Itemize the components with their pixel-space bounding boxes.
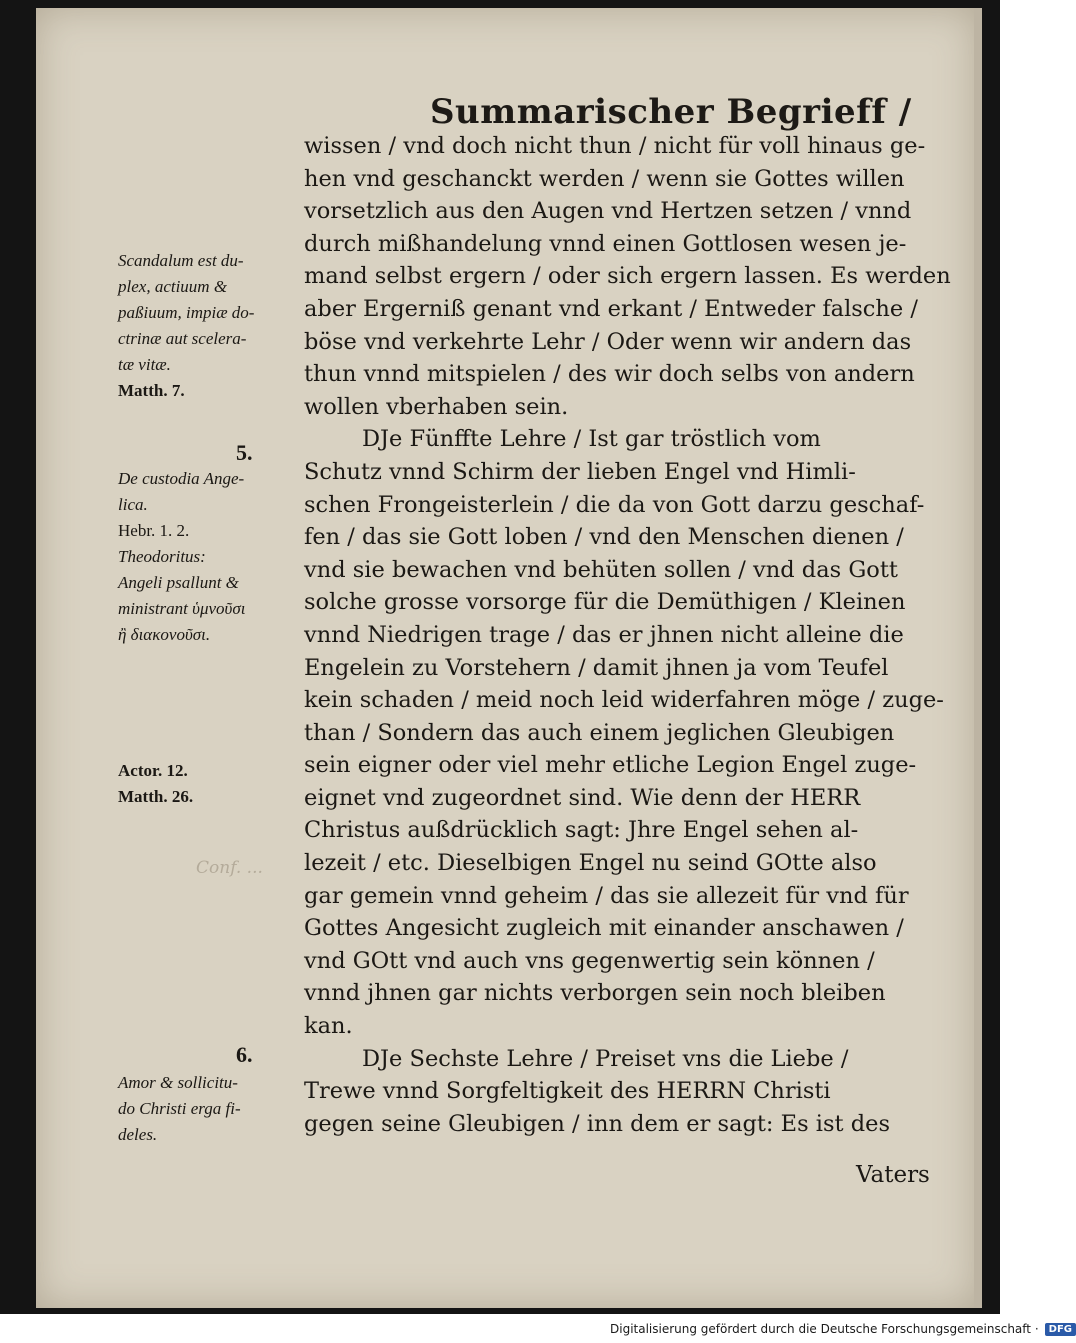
text-line: schen Frongeisterlein / die da von Gott darzu geschaf- bbox=[304, 491, 925, 518]
text-line: vnnd jhnen gar nichts verborgen sein noch bleiben bbox=[304, 980, 886, 1007]
text-line: solche grosse vorsorge für die Demüthigen / Kleinen bbox=[304, 589, 906, 616]
text-line: Christus außdrücklich sagt: Jhre Engel sehen al- bbox=[304, 817, 859, 844]
margin-note-line: deles. bbox=[118, 1125, 158, 1144]
margin-note-line: De custodia Ange- bbox=[118, 469, 245, 488]
text-line: vnnd Niedrigen trage / das er jhnen nicht alleine die bbox=[304, 621, 904, 648]
text-line: kein schaden / meid noch leid widerfahren möge / zuge- bbox=[304, 687, 944, 714]
text-line: Trewe vnnd Sorgfeltigkeit des HERRN Christi bbox=[304, 1078, 831, 1105]
bleed-through-text: Conf. ... bbox=[196, 858, 263, 878]
text-line: gegen seine Gleubigen / inn dem er sagt: Es ist des bbox=[304, 1110, 890, 1137]
running-header: Summarischer Begrieff / bbox=[430, 92, 912, 132]
text-line: Gottes Angesicht zugleich mit einander anschawen / bbox=[304, 915, 904, 942]
section-numeral-5: 5. bbox=[236, 440, 253, 465]
text-line: lezeit / etc. Dieselbigen Engel nu seind GOtte also bbox=[304, 850, 877, 877]
text-line: than / Sondern das auch einem jeglichen Gleubigen bbox=[304, 719, 895, 746]
text-line: wollen vberhaben sein. bbox=[304, 393, 569, 420]
catchword: Vaters bbox=[856, 1162, 930, 1188]
section-heading-line: DJe Sechste Lehre / Preiset vns die Liebe / bbox=[362, 1045, 849, 1072]
margin-note-line: Theodoritus: bbox=[118, 547, 206, 566]
margin-note-custodia bbox=[118, 466, 245, 648]
margin-note-references bbox=[118, 758, 193, 810]
text-line: Schutz vnnd Schirm der lieben Engel vnd Himli- bbox=[304, 458, 856, 485]
text-line: wissen / vnd doch nicht thun / nicht für voll hinaus ge- bbox=[304, 133, 926, 159]
text-line: mand selbst ergern / oder sich ergern lassen. Es werden bbox=[304, 263, 951, 290]
text-line: thun vnnd mitspielen / des wir doch selbs von andern bbox=[304, 361, 915, 388]
margin-note-line: Actor. 12. bbox=[118, 761, 188, 780]
margin-note-line: Matth. 7. bbox=[118, 381, 185, 400]
margin-note-line: ministrant ὑμνοῦσι bbox=[118, 599, 246, 618]
main-text-block bbox=[304, 130, 951, 1140]
section-heading-line: DJe Fünffte Lehre / Ist gar tröstlich vom bbox=[362, 426, 821, 453]
text-line: aber Ergerniß genant vnd erkant / Entweder falsche / bbox=[304, 295, 918, 322]
section-numeral-6: 6. bbox=[236, 1042, 253, 1067]
margin-note-line: Hebr. 1. 2. bbox=[118, 521, 190, 540]
footer-credit: Digitalisierung gefördert durch die Deutsche Forschungsgemeinschaft · bbox=[610, 1322, 1039, 1336]
text-line: böse vnd verkehrte Lehr / Oder wenn wir andern das bbox=[304, 328, 912, 355]
margin-note-line: do Christi erga fi- bbox=[118, 1099, 241, 1118]
digitization-footer bbox=[610, 1322, 1076, 1336]
text-line: kan. bbox=[304, 1013, 353, 1040]
margin-note-amor bbox=[118, 1070, 241, 1148]
margin-note-line: ctrinæ aut scelera- bbox=[118, 329, 247, 348]
text-line: sein eigner oder viel mehr etliche Legion Engel zuge- bbox=[304, 752, 917, 779]
margin-note-line: lica. bbox=[118, 495, 148, 514]
margin-note-line: ἢ διακονοῦσι. bbox=[118, 625, 211, 644]
margin-note-scandalum bbox=[118, 248, 254, 404]
text-line: eignet vnd zugeordnet sind. Wie denn der HERR bbox=[304, 784, 861, 811]
text-line: fen / das sie Gott loben / vnd den Menschen dienen / bbox=[304, 524, 904, 551]
text-line: vorsetzlich aus den Augen vnd Hertzen setzen / vnnd bbox=[304, 198, 912, 225]
margin-note-line: Matth. 26. bbox=[118, 787, 194, 806]
text-line: Engelein zu Vorstehern / damit jhnen ja vom Teufel bbox=[304, 654, 889, 681]
margin-note-line: paßiuum, impiæ do- bbox=[118, 303, 255, 322]
margin-note-line: tæ vitæ. bbox=[118, 355, 171, 374]
page-edge bbox=[974, 8, 982, 1308]
text-line: durch mißhandelung vnnd einen Gottlosen wesen je- bbox=[304, 230, 907, 257]
margin-note-line: Angeli psallunt & bbox=[118, 573, 239, 592]
text-line: vnd GOtt vnd auch vns gegenwertig sein können / bbox=[304, 947, 875, 974]
text-line: gar gemein vnnd geheim / das sie allezeit für vnd für bbox=[304, 882, 909, 909]
text-line: hen vnd geschanckt werden / wenn sie Gottes willen bbox=[304, 165, 905, 192]
margin-note-line: plex, actiuum & bbox=[118, 277, 228, 296]
dfg-logo: DFG bbox=[1045, 1323, 1076, 1336]
margin-note-line: Amor & sollicitu- bbox=[118, 1073, 238, 1092]
margin-note-line: Scandalum est du- bbox=[118, 251, 244, 270]
text-line: vnd sie bewachen vnd behüten sollen / vnd das Gott bbox=[304, 556, 898, 583]
